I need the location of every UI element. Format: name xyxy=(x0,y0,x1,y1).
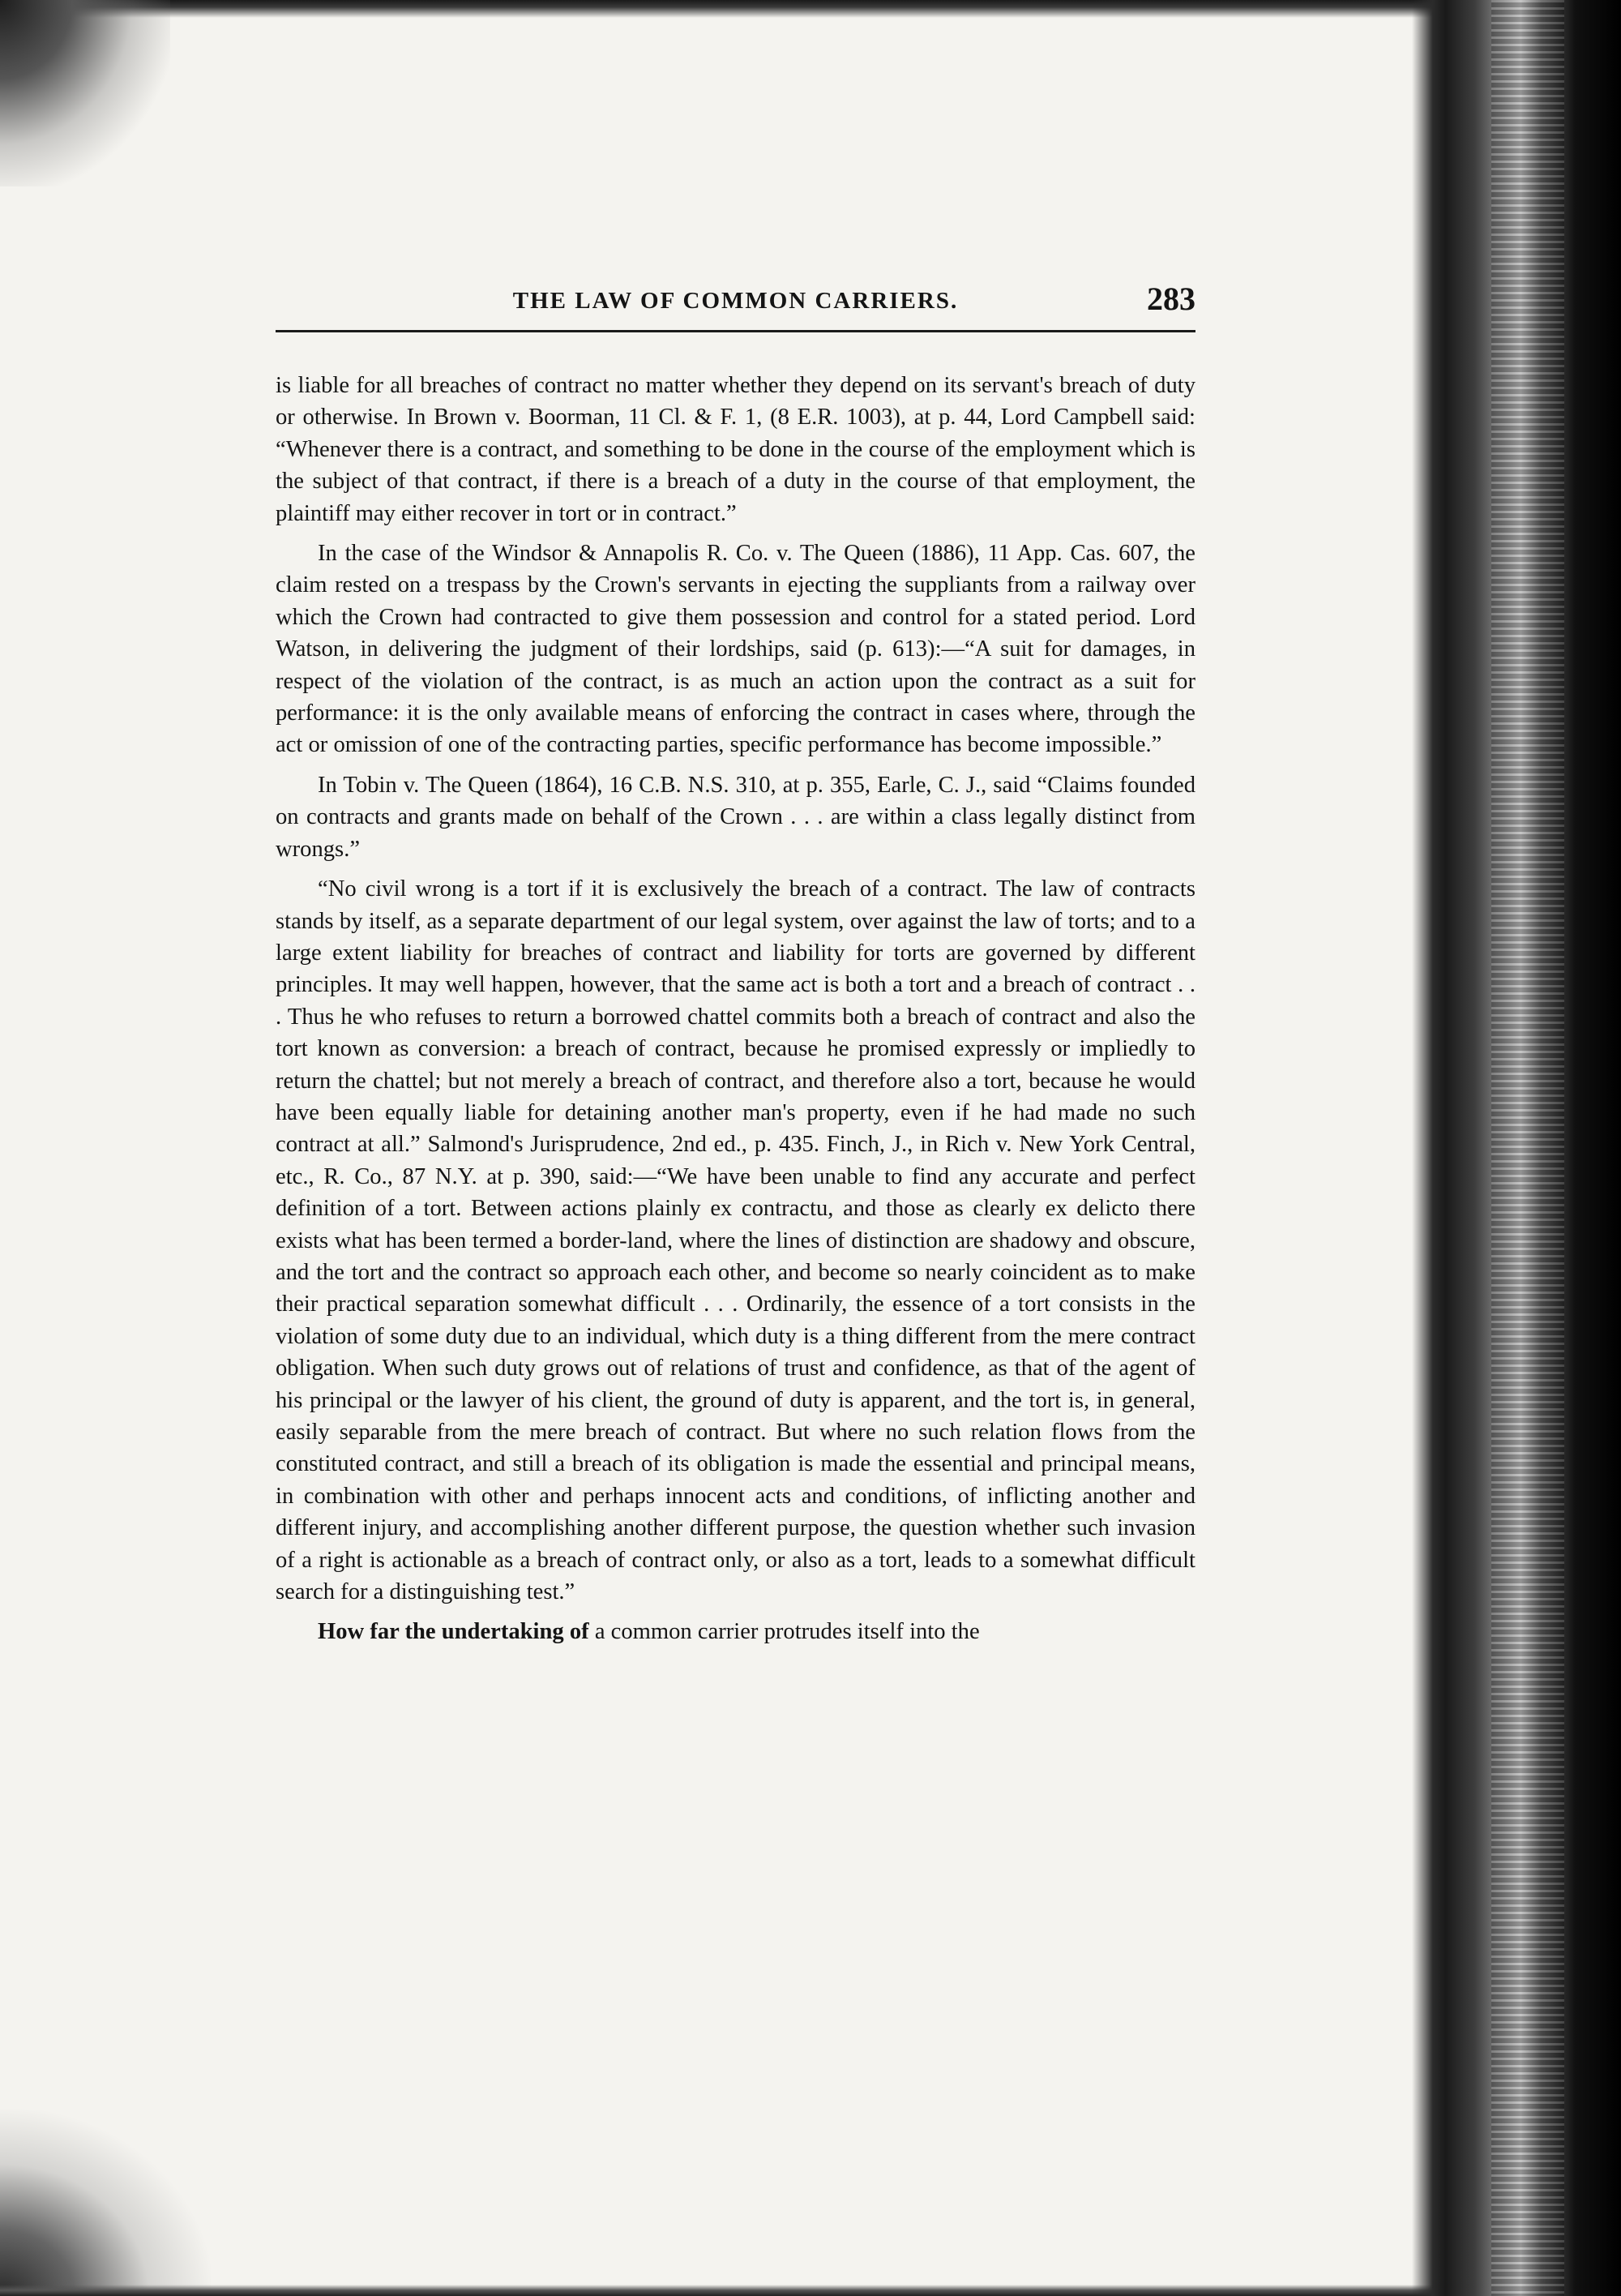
book-page xyxy=(276,280,1195,1656)
paragraph-salmond-quote: “No civil wrong is a tort if it is exclusively the breach of a contract. The law of contracts stands by itself, as a separate department of our legal system, over against the law of torts; and to a large extent liability for breaches of contract and liability for torts are governed by different principles. It may well happen, however, that the same act is both a tort and a breach of contract . . . Thus he who refuses to return a borrowed chattel commits both a breach of contract and also the tort known as conversion: a breach of contract, because he promised expressly or impliedly to return the chattel; but not merely a breach of contract, and therefore also a tort, because he would have been equally liable for detaining another man's property, even if he had made no such contract at all.” Salmond's Jurisprudence, 2nd ed., p. 435. Finch, J., in Rich v. New York Central, etc., R. Co., 87 N.Y. at p. 390, said:—“We have been unable to find any accurate and perfect definition of a tort. Between actions plainly ex contractu, and those as clearly ex delicto there exists what has been termed a border-land, where the lines of distinction are shadowy and obscure, and the tort and the contract so approach each other, and become so nearly coincident as to make their practical separation somewhat difficult . . . Ordinarily, the essence of a tort consists in the violation of some duty due to an individual, which duty is a thing different from the mere contract obligation. When such duty grows out of relations of trust and confidence, as that of the agent of his principal or the lawyer of his client, the ground of duty is apparent, and the tort is, in general, easily separable from the mere breach of contract. But where no such relation flows from the constituted contract, and still a breach of its obligation is made the essential and principal means, in combination with other and perhaps innocent acts and conditions, of inflicting another and different injury, and accomplishing another different purpose, the question whether such invasion of a right is actionable as a breach of contract only, or also as a tort, leads to a somewhat difficult search for a distinguishing test.” xyxy=(276,876,1195,1605)
running-head xyxy=(276,280,1195,332)
paragraph-last xyxy=(276,1616,1195,1647)
binding-texture xyxy=(1491,0,1564,2296)
scan-shadow-top-left xyxy=(0,0,170,186)
running-title: THE LAW OF COMMON CARRIERS. xyxy=(512,288,959,314)
paragraph-windsor-annapolis: In the case of the Windsor & Annapolis R. Co. v. The Queen (1886), 11 App. Cas. 607, the claim rested on a trespass by the Crown's servants in ejecting the suppliants from a railway over which the Crown had contracted to give them possession and control for a stated period. Lord Watson, in delivering the judgment of their lordships, said (p. 613):—“A suit for damages, in respect of the violation of the contract, is as much an action upon the contract as a suit for performance: it is the only available means of enforcing the contract in cases where, through the act or omission of one of the contracting parties, specific performance has become impossible.” xyxy=(276,541,1195,758)
scan-edge-bottom xyxy=(0,2285,1540,2296)
body-text xyxy=(276,370,1195,1648)
paragraph-continued: is liable for all breaches of contract no matter whether they depend on its servant's breach of duty or otherwise. In Brown v. Boorman, 11 Cl. & F. 1, (8 E.R. 1003), at p. 44, Lord Campbell said: “Whenever there is a contract, and something to be done in the course of the employment which is the subject of that contract, if there is a breach of a duty in the course of that employment, the plaintiff may either recover in tort or in contract.” xyxy=(276,373,1195,526)
scan-shadow-bottom-left xyxy=(0,2110,211,2296)
scan-edge-top xyxy=(0,0,1621,18)
paragraph-tobin: In Tobin v. The Queen (1864), 16 C.B. N.S. 310, at p. 355, Earle, C. J., said “Claims founded on contracts and grants made on behalf of the Crown . . . are within a class legally distinct from wrongs.” xyxy=(276,772,1195,862)
paragraph-lead-in: How far the undertaking of xyxy=(318,1619,589,1645)
page-number: 283 xyxy=(1147,281,1195,317)
paragraph-last-text: a common carrier protrudes itself into the xyxy=(588,1619,980,1645)
